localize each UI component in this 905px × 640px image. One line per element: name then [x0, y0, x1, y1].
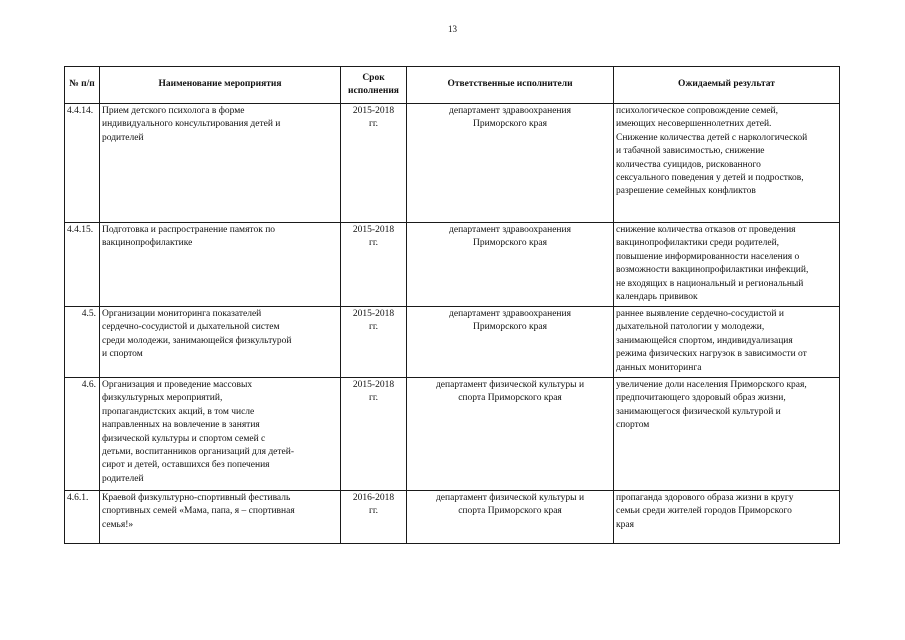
- row-number: 4.5.: [65, 307, 100, 378]
- activity-name: Подготовка и распространение памяток по вакцинопрофилактике: [100, 223, 341, 307]
- activity-term: 2015-2018 гг.: [341, 307, 407, 378]
- activity-term: 2015-2018 гг.: [341, 104, 407, 223]
- table-row: [65, 307, 840, 378]
- table-header-row: [65, 67, 840, 104]
- table-row: [65, 104, 840, 223]
- row-number: 4.4.15.: [65, 223, 100, 307]
- activity-name: Организации мониторинга показателей сердечно-сосудистой и дыхательной систем среди молодежи, занимающейся физкультурой и спортом: [100, 307, 341, 378]
- header-result: Ожидаемый результат: [614, 67, 840, 104]
- activity-name: Краевой физкультурно-спортивный фестиваль спортивных семей «Мама, папа, я – спортивная семья!»: [100, 491, 341, 544]
- table-row: [65, 491, 840, 544]
- activity-responsible: департамент здравоохранения Приморского края: [407, 104, 614, 223]
- row-number: 4.6.1.: [65, 491, 100, 544]
- activity-term: 2016-2018 гг.: [341, 491, 407, 544]
- activity-name: Организация и проведение массовых физкультурных мероприятий, пропагандистских акций, в том числе направленных на вовлечение в занятия физической культуры и спортом семей с детьми, воспитанников организаций для детей- сирот и детей, оставшихся без попечения родителей: [100, 378, 341, 491]
- activity-result: психологическое сопровождение семей, имеющих несовершеннолетних детей. Снижение количества детей с наркологической и табачной зависимостью, снижение количества суицидов, рискованного сексуального поведения у детей и подростков, разрешение семейных конфликтов: [614, 104, 840, 223]
- table-row: [65, 223, 840, 307]
- activity-name: Прием детского психолога в форме индивидуального консультирования детей и родителей: [100, 104, 341, 223]
- header-num: № п/п: [65, 67, 100, 104]
- row-number: 4.4.14.: [65, 104, 100, 223]
- header-name: Наименование мероприятия: [100, 67, 341, 104]
- activity-result: раннее выявление сердечно-сосудистой и дыхательной патологии у молодежи, занимающейся спортом, индивидуализация режима физических нагрузок в зависимости от данных мониторинга: [614, 307, 840, 378]
- header-term: Срок исполнения: [341, 67, 407, 104]
- activity-responsible: департамент физической культуры и спорта Приморского края: [407, 491, 614, 544]
- row-number: 4.6.: [65, 378, 100, 491]
- activity-responsible: департамент здравоохранения Приморского края: [407, 307, 614, 378]
- table-row: [65, 378, 840, 491]
- header-responsible: Ответственные исполнители: [407, 67, 614, 104]
- activity-term: 2015-2018 гг.: [341, 223, 407, 307]
- activity-responsible: департамент физической культуры и спорта Приморского края: [407, 378, 614, 491]
- page-number: 13: [448, 24, 457, 34]
- activity-result: увеличение доли населения Приморского края, предпочитающего здоровый образ жизни, занимающегося физической культурой и спортом: [614, 378, 840, 491]
- activity-term: 2015-2018 гг.: [341, 378, 407, 491]
- activity-result: пропаганда здорового образа жизни в кругу семьи среди жителей городов Приморского края: [614, 491, 840, 544]
- activity-responsible: департамент здравоохранения Приморского края: [407, 223, 614, 307]
- activity-result: снижение количества отказов от проведения вакцинопрофилактики среди родителей, повышение информированности населения о возможности вакцинопрофилактики инфекций, не входящих в национальный и региональный календарь прививок: [614, 223, 840, 307]
- activities-table: [64, 66, 840, 544]
